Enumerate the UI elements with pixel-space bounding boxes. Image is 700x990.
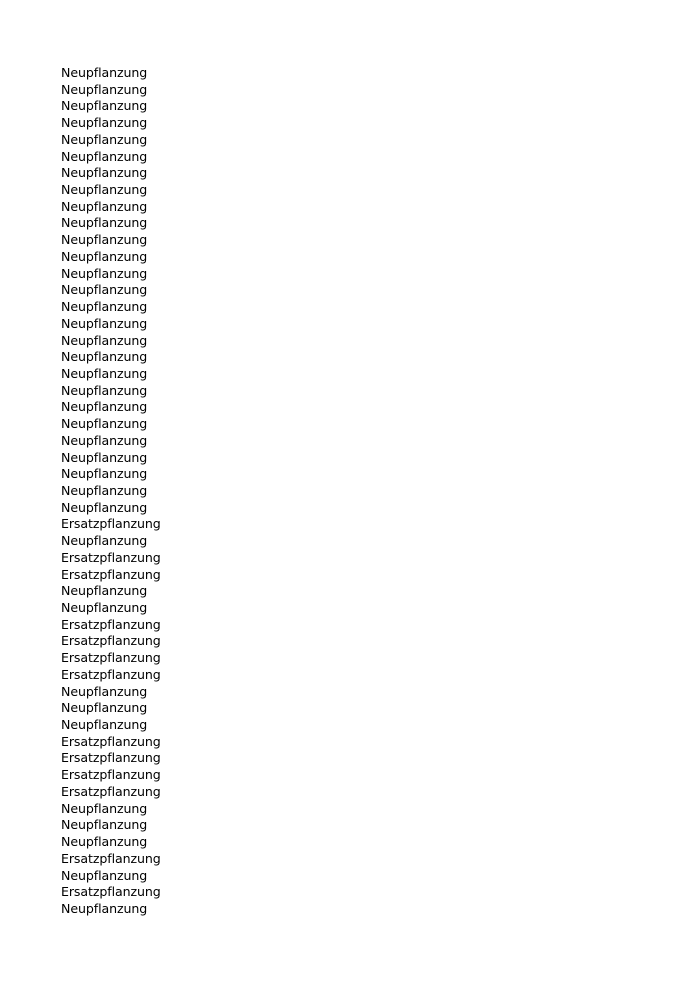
list-item: Neupflanzung [61, 65, 148, 80]
list-item: Neupflanzung [61, 449, 148, 465]
planting-type-list [61, 65, 161, 918]
list-item: Neupflanzung [61, 583, 148, 599]
list-item: Ersatzpflanzung [61, 666, 161, 682]
list-item: Neupflanzung [61, 299, 148, 315]
list-item: Neupflanzung [61, 365, 148, 381]
list-item: Neupflanzung [61, 232, 148, 248]
list-item: Neupflanzung [61, 482, 148, 498]
list-item: Neupflanzung [61, 265, 148, 281]
list-item: Neupflanzung [61, 533, 148, 549]
list-item: Neupflanzung [61, 416, 148, 432]
list-item: Neupflanzung [61, 198, 148, 214]
list-item: Neupflanzung [61, 717, 148, 733]
list-item: Neupflanzung [61, 499, 148, 515]
list-item: Neupflanzung [61, 131, 148, 147]
list-item: Ersatzpflanzung [61, 566, 161, 582]
list-item: Neupflanzung [61, 683, 148, 699]
list-item: Neupflanzung [61, 81, 148, 97]
list-item: Neupflanzung [61, 115, 148, 131]
list-item: Neupflanzung [61, 98, 148, 114]
list-item: Ersatzpflanzung [61, 767, 161, 783]
list-item: Ersatzpflanzung [61, 516, 161, 532]
list-item: Neupflanzung [61, 332, 148, 348]
list-item: Ersatzpflanzung [61, 884, 161, 900]
list-item: Neupflanzung [61, 900, 148, 916]
list-item: Neupflanzung [61, 432, 148, 448]
list-item: Neupflanzung [61, 165, 148, 181]
list-item: Ersatzpflanzung [61, 850, 161, 866]
list-item: Neupflanzung [61, 349, 148, 365]
list-item: Ersatzpflanzung [61, 549, 161, 565]
list-item: Ersatzpflanzung [61, 616, 161, 632]
list-item: Ersatzpflanzung [61, 750, 161, 766]
list-item: Neupflanzung [61, 315, 148, 331]
list-item: Neupflanzung [61, 215, 148, 231]
list-item: Neupflanzung [61, 466, 148, 482]
list-item: Ersatzpflanzung [61, 783, 161, 799]
list-item: Neupflanzung [61, 817, 148, 833]
list-item: Neupflanzung [61, 834, 148, 850]
list-item: Neupflanzung [61, 182, 148, 198]
list-item: Neupflanzung [61, 800, 148, 816]
list-item: Neupflanzung [61, 248, 148, 264]
list-item: Neupflanzung [61, 399, 148, 415]
list-item: Neupflanzung [61, 867, 148, 883]
list-item: Neupflanzung [61, 600, 148, 615]
list-item: Neupflanzung [61, 700, 148, 716]
list-item: Neupflanzung [61, 282, 148, 298]
list-item: Neupflanzung [61, 382, 148, 398]
list-item: Ersatzpflanzung [61, 650, 161, 666]
list-item: Ersatzpflanzung [61, 733, 161, 749]
list-item: Ersatzpflanzung [61, 633, 161, 649]
list-item: Neupflanzung [61, 148, 148, 164]
